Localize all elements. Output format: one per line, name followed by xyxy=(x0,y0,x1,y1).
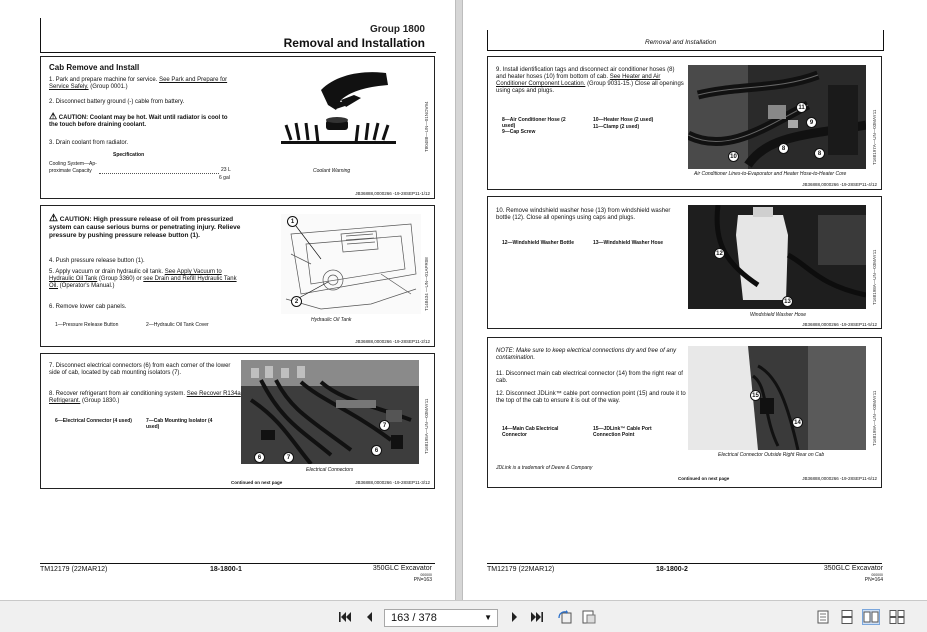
callout-12: 12 xyxy=(714,248,725,259)
side-code: T168198A—UN—03MAY11 xyxy=(872,249,877,305)
note-text: NOTE: Make sure to keep electrical connections dry and free of any contamination. xyxy=(496,348,677,361)
footer-page-number: 18-1800-1 xyxy=(210,566,242,573)
callout-6: 6 xyxy=(254,452,265,463)
reference-code: JB36888,0000266 -19-28SEP11-5/12 xyxy=(802,322,877,327)
step-1-text: 1. Park and prepare machine for service. xyxy=(49,77,158,83)
ac-hoses-photo xyxy=(688,65,866,169)
callout-9: 9 xyxy=(806,117,817,128)
page-selector[interactable] xyxy=(384,609,498,627)
side-code: T168197A—UN—03MAY11 xyxy=(872,109,877,165)
component-location-link[interactable]: See Heater and Air Conditioner Component Location. xyxy=(496,74,661,87)
step-3: 3. Drain coolant from radiator. xyxy=(49,140,129,146)
spec-title: Specification xyxy=(113,152,145,158)
footer-model: 350GLC Excavator xyxy=(372,565,432,572)
footer-pn: PN=163 xyxy=(413,577,432,583)
callout-15: 15 xyxy=(750,390,761,401)
viewer-toolbar xyxy=(0,600,927,632)
callout-7: 7 xyxy=(379,420,390,431)
legend-item: 11—Clamp (2 used) xyxy=(593,124,640,130)
figure-caption: Windshield Washer Hose xyxy=(750,312,806,318)
caution-icon: ⚠ xyxy=(49,111,58,121)
footer-rule xyxy=(487,563,882,564)
side-code: T168199A—UN—03MAY11 xyxy=(872,390,877,446)
single-page-icon[interactable] xyxy=(814,609,832,625)
drain-refill-link[interactable]: see Drain and Refill Hydraulic Tank Oil. xyxy=(49,276,237,289)
first-page-icon[interactable] xyxy=(336,609,354,625)
section-hydraulic-tank xyxy=(40,205,435,347)
side-code: T80488—UN—01NOV94 xyxy=(424,101,429,152)
step-6: 6. Remove lower cab panels. xyxy=(49,304,127,310)
callout-7: 7 xyxy=(283,452,294,463)
legend-item: 9—Cap Screw xyxy=(502,129,536,135)
step-7: 7. Disconnect electrical connectors (6) from each corner of the lower side of cab, located by cab mounting isolators (7). xyxy=(49,363,231,376)
callout-10: 10 xyxy=(728,151,739,162)
figure-caption: Electrical Connectors xyxy=(306,467,354,473)
legend-item: 8—Air Conditioner Hose (2 used) xyxy=(502,117,566,129)
callout-11: 11 xyxy=(796,102,807,113)
trademark-note: JDLink is a trademark of Deere & Company xyxy=(496,465,593,471)
spec-value-2: 6 gal xyxy=(219,175,230,181)
legend-item: 6—Electrical Connector (4 used) xyxy=(55,418,132,424)
document-page-right xyxy=(463,0,927,600)
callout-8: 8 xyxy=(778,143,789,154)
callout-13: 13 xyxy=(782,296,793,307)
connector-photo xyxy=(688,346,866,450)
reference-code: JB36888,0000266 -19-28SEP11-4/12 xyxy=(802,182,877,187)
callout-14: 14 xyxy=(792,417,803,428)
apply-vacuum-link[interactable]: See Apply Vacuum to Hydraulic Oil Tank xyxy=(49,269,222,282)
spec-value-1: 23 L xyxy=(221,167,231,173)
section-ac-hoses xyxy=(487,56,882,190)
section-washer-hose xyxy=(487,196,882,329)
callout-1: 1 xyxy=(287,216,298,227)
footer-pn: PN=164 xyxy=(864,577,883,583)
caution-coolant: CAUTION: Coolant may be hot. Wait until radiator is cool to the touch before draining coolant. xyxy=(49,115,228,128)
spec-label-2: proximate Capacity xyxy=(49,168,92,174)
rotate-icon[interactable] xyxy=(556,609,574,625)
page-indicator: 163 / 378 xyxy=(391,612,437,624)
fit-icon[interactable] xyxy=(580,609,598,625)
step-8-ref: (Group 1830.) xyxy=(82,398,120,404)
two-page-icon[interactable] xyxy=(862,609,880,625)
step-1-ref: (Group 0001.) xyxy=(90,84,128,90)
callout-6: 6 xyxy=(371,445,382,456)
running-header: Removal and Installation xyxy=(645,39,717,46)
figure-caption: Hydraulic Oil Tank xyxy=(311,317,352,323)
footer-manual-id: TM12179 (22MAR12) xyxy=(40,566,108,573)
reference-code: JB36888,0000266 -19-28SEP11-6/12 xyxy=(802,476,877,481)
figure-caption: Electrical Connector Outside Right Rear on Cab xyxy=(718,452,825,458)
footer-manual-id: TM12179 (22MAR12) xyxy=(487,566,555,573)
continuous-icon[interactable] xyxy=(838,609,856,625)
coolant-warning-illustration xyxy=(266,65,411,165)
legend-item: 12—Windshield Washer Bottle xyxy=(502,240,575,246)
footer-model-sub: 000000 xyxy=(871,573,883,577)
legend-item: 15—JDLink™ Cable Port Connection Point xyxy=(593,426,652,438)
reference-code: JB36888,0000266 -19-28SEP11-3/12 xyxy=(355,480,430,485)
section-heading: Cab Remove and Install xyxy=(49,63,140,72)
step-5-mid: (Group 3360) or xyxy=(98,276,142,282)
legend-item: 10—Heater Hose (2 used) xyxy=(593,117,654,123)
document-page-left xyxy=(0,0,455,600)
legend-item: 1—Pressure Release Button xyxy=(55,322,119,328)
recover-refrigerant-link[interactable]: See Recover R134a Refrigerant. xyxy=(49,391,241,404)
reference-code: JB36888,0000266 -19-28SEP11-1/12 xyxy=(355,191,430,196)
footer-page-number: 18-1800-2 xyxy=(656,566,688,573)
continued-note: Continued on next page xyxy=(678,476,730,481)
reference-code: JB36888,0000266 -19-28SEP11-2/12 xyxy=(355,339,430,344)
section-cab-remove xyxy=(40,56,435,199)
callout-8: 8 xyxy=(814,148,825,159)
legend-item: 7—Cab Mounting Isolator (4 used) xyxy=(146,418,213,430)
figure-caption: Air Conditioner Lines-to-Evaporator and Heater Hose-to-Heater Core xyxy=(694,171,847,177)
footer-rule xyxy=(40,563,435,564)
side-code: T168195A—UN—03MAY11 xyxy=(424,398,429,454)
spec-dots xyxy=(99,168,219,174)
step-4: 4. Push pressure release button (1). xyxy=(49,258,145,264)
step-12: 12. Disconnect JDLink™ cable port connection point (15) and route it to the top of the cab to ensure it is out of the way. xyxy=(496,391,686,404)
section-main-connector xyxy=(487,337,882,488)
continued-note: Continued on next page xyxy=(231,480,283,485)
legend-item: 13—Windshield Washer Hose xyxy=(593,240,664,246)
two-page-continuous-icon[interactable] xyxy=(888,609,906,625)
legend-item: 14—Main Cab Electrical Connector xyxy=(502,426,559,438)
step-11: 11. Disconnect main cab electrical connector (14) from the right rear of cab. xyxy=(496,371,683,384)
hydraulic-tank-drawing xyxy=(281,214,421,314)
chevron-down-icon: ▼ xyxy=(484,613,492,622)
side-code: T148434 —UN—01APR08 xyxy=(424,257,429,311)
step-9-ref: (Group 9031-15.) Close all openings using caps and plugs. xyxy=(496,81,684,94)
page-divider xyxy=(455,0,463,600)
prev-page-icon[interactable] xyxy=(360,609,378,625)
group-label: Group 1800 xyxy=(369,24,425,35)
caution-pressure: CAUTION: High pressure release of oil from pressurized system can cause serious burns or penetrating injury. Relieve pressure by pushing pressure release button (1). xyxy=(49,216,241,239)
next-page-icon[interactable] xyxy=(506,609,524,625)
electrical-connectors-photo xyxy=(241,360,419,464)
step-2: 2. Disconnect battery ground (-) cable from battery. xyxy=(49,99,185,105)
last-page-icon[interactable] xyxy=(528,609,546,625)
page-title: Removal and Installation xyxy=(283,36,425,50)
spec-label-1: Cooling System—Ap- xyxy=(49,161,97,167)
callout-2: 2 xyxy=(291,296,302,307)
step-8-text: 8. Recover refrigerant from air conditioning system. xyxy=(49,391,186,397)
legend-item: 2—Hydraulic Oil Tank Cover xyxy=(146,322,209,328)
step-9-text: 9. Install identification tags and disconnect air conditioner hoses (8) and heater hoses (10) from bottom of cab. xyxy=(496,67,675,80)
step-10: 10. Remove windshield washer hose (13) from windshield washer bottle (12). Close all openings using caps and plugs. xyxy=(496,208,671,221)
step-5-text: 5. Apply vacuum or drain hydraulic oil tank. xyxy=(49,269,164,275)
footer-model-sub: 000000 xyxy=(420,573,432,577)
caution-icon: ⚠ xyxy=(49,213,58,224)
park-prepare-link[interactable]: See Park and Prepare for Service Safely. xyxy=(49,77,228,90)
section-electrical-connectors xyxy=(40,353,435,489)
step-5-ref: (Operator's Manual.) xyxy=(59,283,115,289)
figure-caption: Coolant Warning xyxy=(313,168,351,174)
footer-model: 350GLC Excavator xyxy=(823,565,883,572)
